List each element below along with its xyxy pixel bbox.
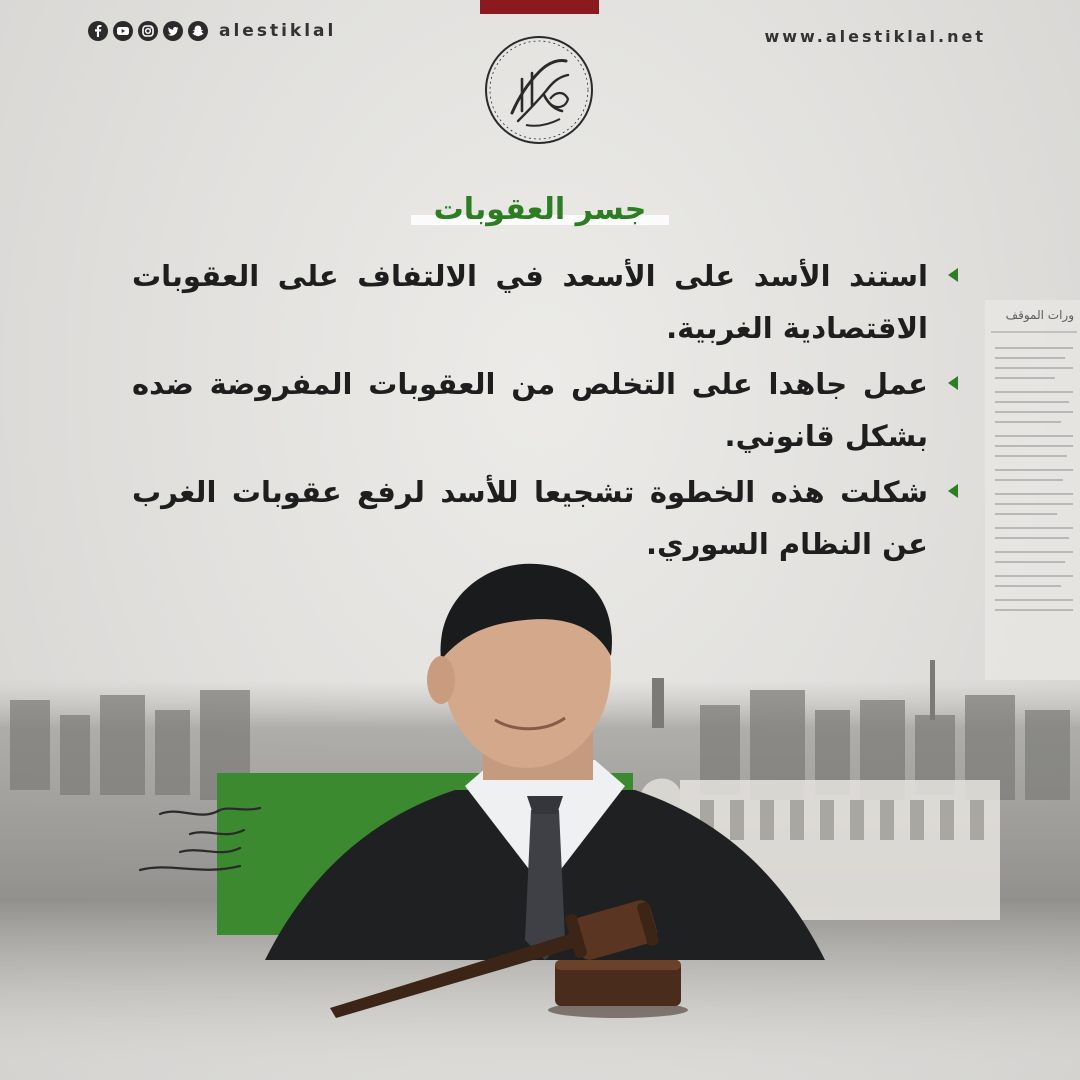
facebook-icon[interactable]: [88, 21, 108, 41]
newspaper-texture: [985, 300, 1080, 680]
bullet-text: عمل جاهدا على التخلص من العقوبات المفروضة ضده بشكل قانوني.: [132, 367, 928, 453]
snapchat-icon[interactable]: [188, 21, 208, 41]
bullet-text: استند الأسد على الأسعد في الالتفاف على العقوبات الاقتصادية الغربية.: [132, 259, 928, 345]
alestiklal-logo: [482, 33, 596, 147]
social-handle: alestiklal: [219, 21, 337, 41]
youtube-icon[interactable]: [113, 21, 133, 41]
bullet-arrow-icon: [948, 376, 958, 390]
list-item: [132, 358, 962, 462]
headline-block: [411, 191, 669, 229]
list-item: [132, 250, 962, 354]
bullet-list: [132, 250, 962, 574]
bullet-text: شكلت هذه الخطوة تشجيعا للأسد لرفع عقوبات الغرب عن النظام السوري.: [132, 475, 928, 561]
newspaper-clipping: [985, 300, 1080, 680]
bullet-arrow-icon: [948, 484, 958, 498]
instagram-icon[interactable]: [138, 21, 158, 41]
list-item: [132, 466, 962, 570]
website-url[interactable]: www.alestiklal.net: [764, 27, 986, 46]
headline: جسر العقوبات: [433, 192, 647, 227]
social-links: [88, 21, 336, 41]
handwritten-script: [120, 800, 270, 880]
gavel-icon: [320, 900, 720, 1020]
twitter-icon[interactable]: [163, 21, 183, 41]
bullet-arrow-icon: [948, 268, 958, 282]
newspaper-title: ورات الموقف: [1005, 308, 1074, 322]
top-accent-bar: [480, 0, 599, 14]
